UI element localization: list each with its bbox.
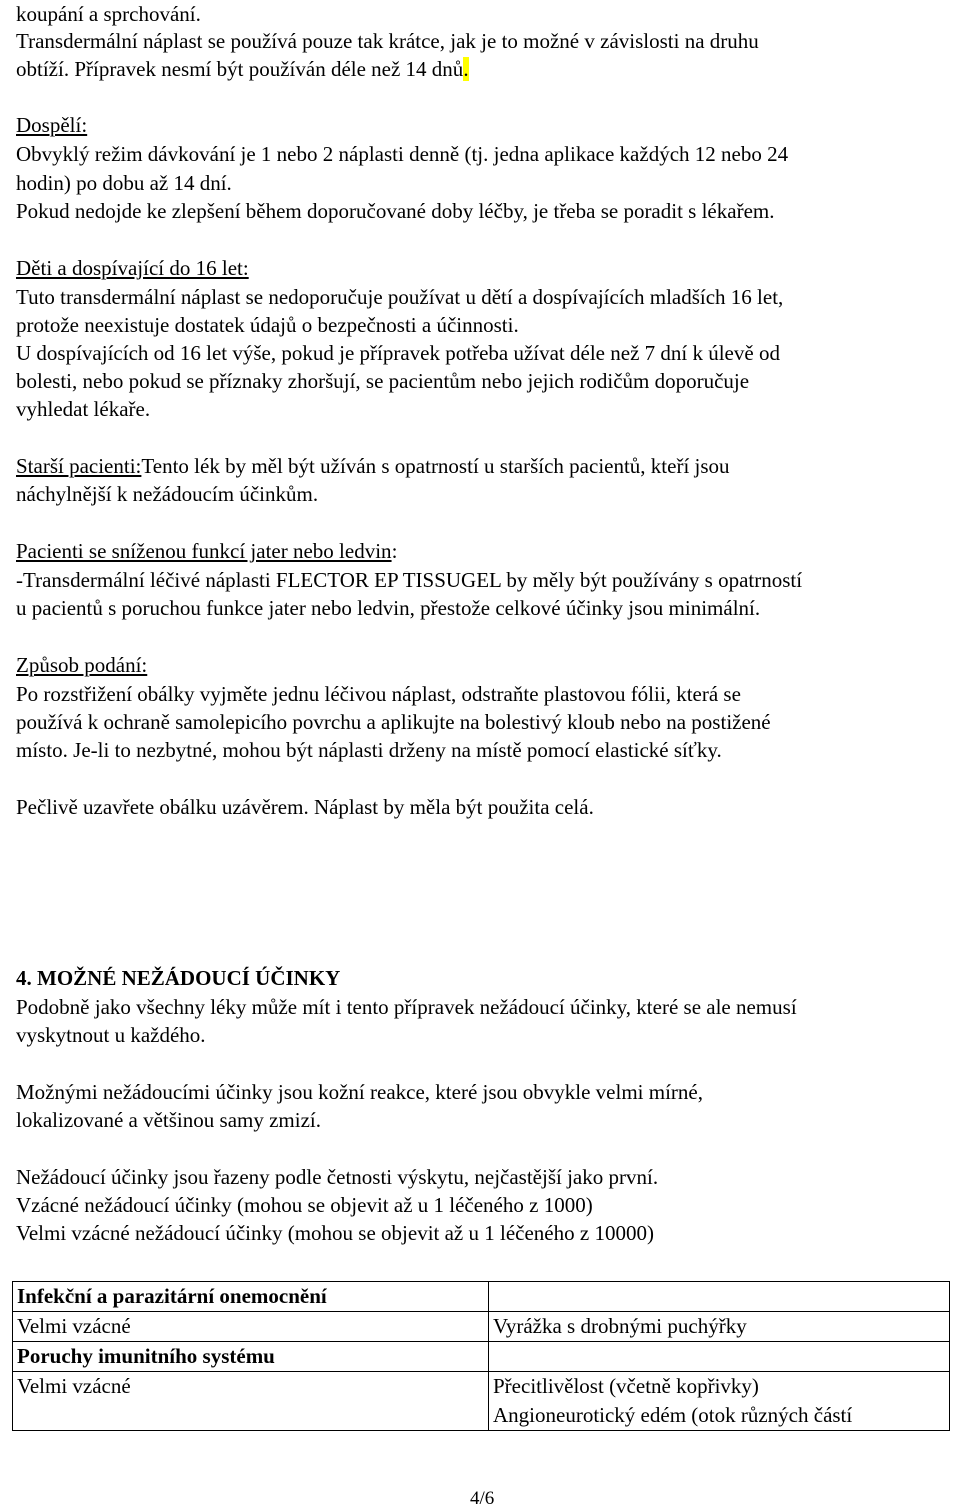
text-line: u pacientů s poruchou funkce jater nebo ledvin, přestože celkové účinky jsou minimální. <box>16 596 761 620</box>
text-line: Velmi vzácné nežádoucí účinky (mohou se objevit až u 1 léčeného z 10000) <box>16 1221 654 1245</box>
section-heading: 4. MOŽNÉ NEŽÁDOUCÍ ÚČINKY <box>16 966 341 990</box>
text-line: Tuto transdermální náplast se nedoporučuje používat u dětí a dospívajících mladších 16 let, <box>16 285 784 309</box>
section-label-administration: Způsob podání: <box>16 653 148 677</box>
text-line: místo. Je-li to nezbytné, mohou být náplasti drženy na místě pomocí elastické síťky. <box>16 738 722 762</box>
text-line: Podobně jako všechny léky může mít i tento přípravek nežádoucí účinky, které se ale nemusí <box>16 995 797 1019</box>
section-label-children: Děti a dospívající do 16 let: <box>16 256 249 280</box>
table-cell: Vyrážka s drobnými puchýřky <box>489 1312 950 1342</box>
text-line: koupání a sprchování. <box>16 2 201 26</box>
table-row <box>13 1342 950 1372</box>
table-row <box>13 1312 950 1342</box>
text-line: Vzácné nežádoucí účinky (mohou se objevit až u 1 léčeného z 1000) <box>16 1193 593 1217</box>
table-cell: Infekční a parazitární onemocnění <box>13 1282 489 1312</box>
text-line: Možnými nežádoucími účinky jsou kožní reakce, které jsou obvykle velmi mírné, <box>16 1080 703 1104</box>
page-number: 4/6 <box>470 1488 495 1509</box>
side-effects-table <box>12 1281 950 1431</box>
text-line: Obvyklý režim dávkování je 1 nebo 2 náplasti denně (tj. jedna aplikace každých 12 nebo 24 <box>16 142 789 166</box>
text-line: obtíží. Přípravek nesmí být používán déle než 14 dnů. <box>16 57 469 81</box>
text-line: Pacienti se sníženou funkcí jater nebo ledvin: <box>16 539 398 563</box>
text-line: Pokud nedojde ke zlepšení během doporučované doby léčby, je třeba se poradit s lékařem. <box>16 199 775 223</box>
text-line: bolesti, nebo pokud se příznaky zhoršují, se pacientům nebo jejich rodičům doporučuje <box>16 369 750 393</box>
text-line: náchylnější k nežádoucím účinkům. <box>16 482 319 506</box>
section-label-elderly: Starší pacienti: <box>16 454 142 478</box>
table-row <box>13 1282 950 1312</box>
text-line: hodin) po dobu až 14 dní. <box>16 171 232 195</box>
highlight-mark: . <box>463 57 469 81</box>
text-line: Starší pacienti:Tento lék by měl být užíván s opatrností u starších pacientů, kteří jsou <box>16 454 730 478</box>
text-line: lokalizované a většinou samy zmizí. <box>16 1108 321 1132</box>
table-cell: Přecitlivělost (včetně kopřivky) <box>489 1372 950 1402</box>
table-cell: Velmi vzácné <box>13 1372 489 1431</box>
text-line: vyhledat lékaře. <box>16 397 151 421</box>
table-cell <box>489 1342 950 1372</box>
text-line: -Transdermální léčivé náplasti FLECTOR EP TISSUGEL by měly být používány s opatrností <box>16 568 803 592</box>
table-cell: Velmi vzácné <box>13 1312 489 1342</box>
section-label-liver-kidney: Pacienti se sníženou funkcí jater nebo ledvin <box>16 539 392 563</box>
text-line: Pečlivě uzavřete obálku uzávěrem. Náplast by měla být použita celá. <box>16 795 594 819</box>
table-cell: Angioneurotický edém (otok různých částí <box>489 1401 950 1431</box>
text-line: vyskytnout u každého. <box>16 1023 206 1047</box>
text-line: protože neexistuje dostatek údajů o bezpečnosti a účinnosti. <box>16 313 519 337</box>
text-line: používá k ochraně samolepicího povrchu a aplikujte na bolestivý kloub nebo na postižené <box>16 710 771 734</box>
text-line: Nežádoucí účinky jsou řazeny podle četnosti výskytu, nejčastější jako první. <box>16 1165 659 1189</box>
text-line: Po rozstřižení obálky vyjměte jednu léčivou náplast, odstraňte plastovou fólii, která se <box>16 682 741 706</box>
table-row <box>13 1372 950 1402</box>
table-cell <box>489 1282 950 1312</box>
text-line: U dospívajících od 16 let výše, pokud je přípravek potřeba užívat déle než 7 dní k úlevě od <box>16 341 780 365</box>
section-label-adults: Dospělí: <box>16 113 88 137</box>
table-cell: Poruchy imunitního systému <box>13 1342 489 1372</box>
text-line: Transdermální náplast se používá pouze tak krátce, jak je to možné v závislosti na druhu <box>16 29 759 53</box>
